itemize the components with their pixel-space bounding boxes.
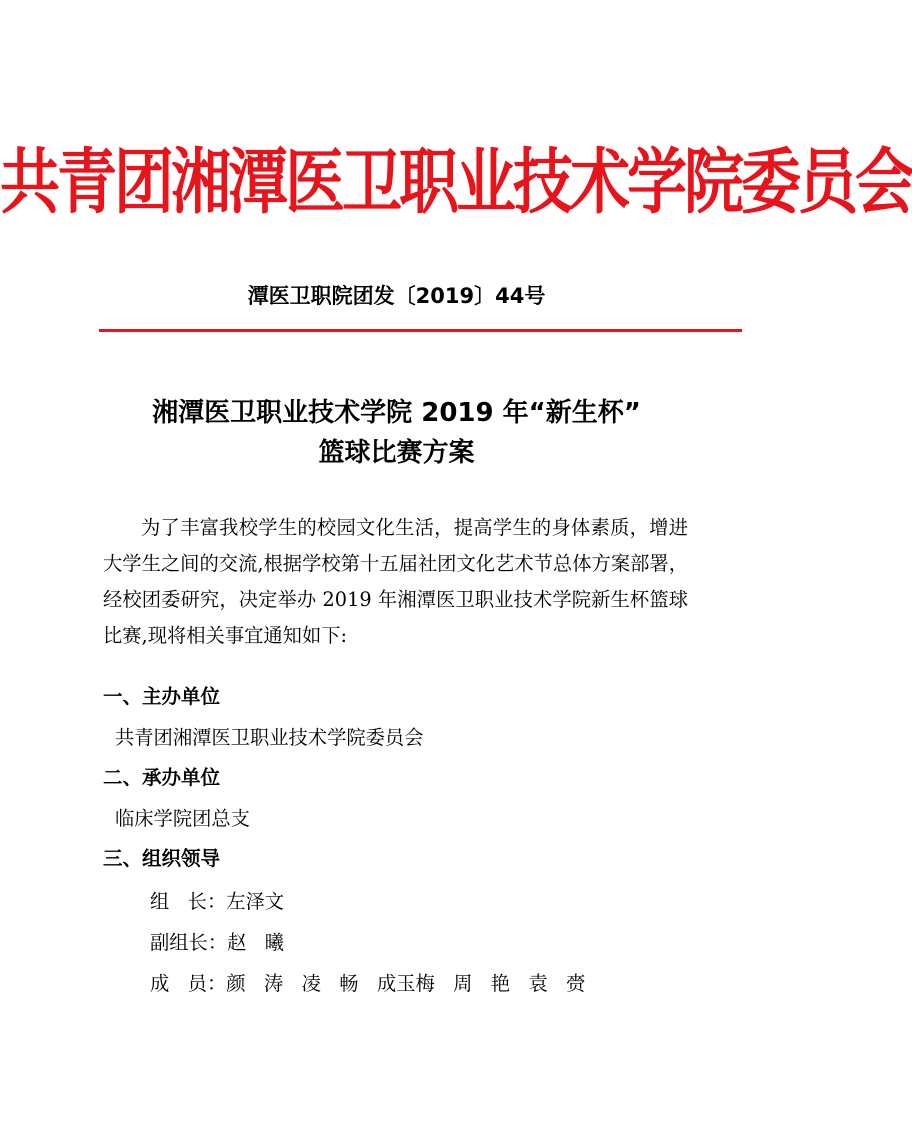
intro-paragraph: 为了丰富我校学生的校园文化生活，提高学生的身体素质，增进大学生之间的交流,根据学校第十五届社团文化艺术节总体方案部署，经校团委研究，决定举办 2019 年湘潭医卫职业技术学院新生杯篮球比赛,现将相关事宜通知如下: bbox=[103, 516, 688, 647]
leader-line: 组 长：左泽文 bbox=[150, 890, 285, 913]
masthead: 共青团湘潭医卫职业技术学院委员会 bbox=[0, 141, 912, 225]
document-number: 潭医卫职院团发〔2019〕44号 bbox=[247, 284, 546, 308]
section-heading-undertaker: 二、承办单位 bbox=[103, 766, 221, 789]
section-heading-leadership: 三、组织领导 bbox=[103, 847, 221, 870]
document-title-line2: 篮球比赛方案 bbox=[318, 438, 475, 468]
section-heading-organizer: 一、主办单位 bbox=[103, 685, 221, 708]
red-divider bbox=[99, 329, 742, 332]
organizer-text: 共青团湘潭医卫职业技术学院委员会 bbox=[115, 726, 424, 749]
document-title-line1: 湘潭医卫职业技术学院 2019 年“新生杯” bbox=[152, 398, 641, 428]
deputy-leader-line: 副组长：赵 曦 bbox=[150, 931, 285, 954]
members-line: 成 员：颜 涛 凌 畅 成玉梅 周 艳 袁 赍 bbox=[150, 972, 586, 995]
undertaker-text: 临床学院团总支 bbox=[115, 807, 250, 830]
